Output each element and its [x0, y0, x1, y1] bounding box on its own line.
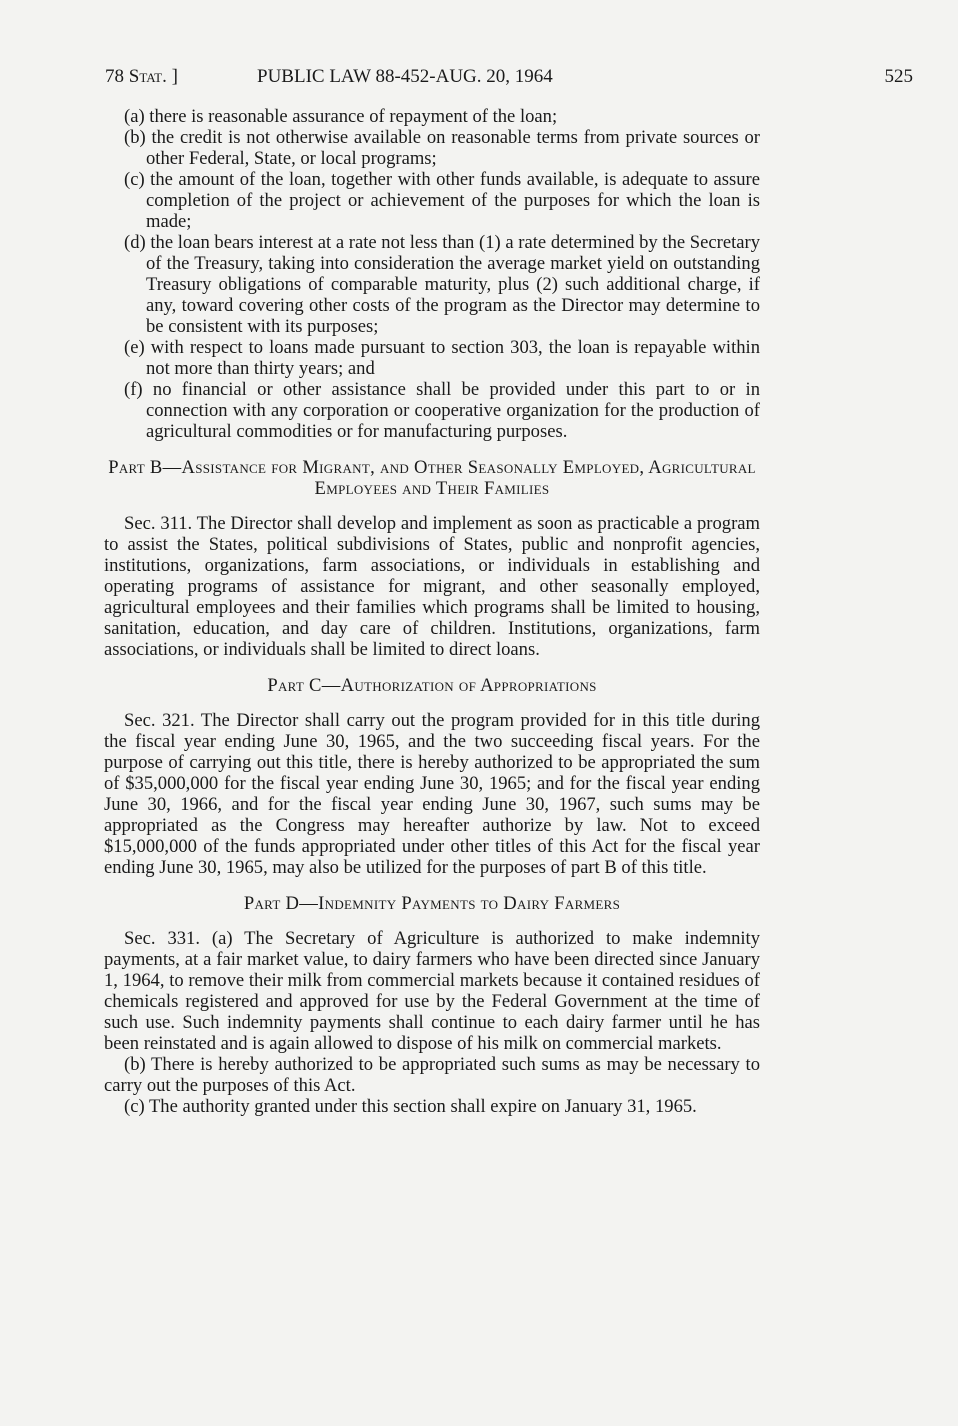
section-331-b: (b) There is hereby authorized to be appropriated such sums as may be necessary to carry out the purposes of this Act. [104, 1054, 760, 1096]
section-331-c: (c) The authority granted under this section shall expire on January 31, 1965. [124, 1096, 697, 1117]
condition-f: (f) no financial or other assistance shall be provided under this part to or in connection with any corporation or cooperative organization for the production of agricultural commodities or for manufacturing purposes. [124, 379, 760, 442]
section-321: Sec. 321. The Director shall carry out the program provided for in this title during the fiscal year ending June 30, 1965, and the two succeeding fiscal years. For the purpose of carrying out this title, there is hereby authorized to be appropriated the sum of $35,000,000 for the fiscal year ending June 30, 1965; and for the fiscal year ending June 30, 1966, and for the fiscal year ending June 30, 1967, such sums may be appropriated as the Congress may hereafter authorize by law. Not to exceed $15,000,000 of the funds appropriated under other titles of this Act for the fiscal year ending June 30, 1965, may also be utilized for the purposes of part B of this title. [104, 710, 760, 878]
condition-d: (d) the loan bears interest at a rate not less than (1) a rate determined by the Secretary of the Treasury, taking into consideration the average market yield on outstanding Treasury obligations of comparable maturity, plus (2) such additional charge, if any, toward covering other costs of the program as the Director may determine to be consistent with its purposes; [124, 232, 760, 337]
page-number: 525 [884, 66, 913, 87]
statute-volume-reference: 78 Stat. ] [105, 66, 178, 87]
public-law-title: PUBLIC LAW 88-452-AUG. 20, 1964 [257, 66, 553, 87]
condition-b: (b) the credit is not otherwise available on reasonable terms from private sources or other Federal, State, or local programs; [124, 127, 760, 169]
part-d-heading: Part D—Indemnity Payments to Dairy Farmers [243, 893, 621, 914]
condition-e: (e) with respect to loans made pursuant to section 303, the loan is repayable within not more than thirty years; and [124, 337, 760, 379]
running-header [105, 66, 913, 96]
part-c-heading: Part C—Authorization of Appropriations [267, 675, 597, 696]
condition-c: (c) the amount of the loan, together with other funds available, is adequate to assure completion of the project or achievement of the purposes for which the loan is made; [124, 169, 760, 232]
part-b-heading: Part B—Assistance for Migrant, and Other Seasonally Employed, Agricultural Employees and Their Families [108, 457, 756, 499]
section-331-a: Sec. 331. (a) The Secretary of Agriculture is authorized to make indemnity payments, at a fair market value, to dairy farmers who have been directed since January 1, 1964, to remove their milk from commercial markets because it contained residues of chemicals registered and approved for use by the Federal Government at the time of such use. Such indemnity payments shall continue to each dairy farmer until he has been reinstated and is again allowed to dispose of his milk on commercial markets. [104, 928, 760, 1054]
condition-a: (a) there is reasonable assurance of repayment of the loan; [124, 106, 558, 127]
section-311: Sec. 311. The Director shall develop and implement as soon as practicable a program to assist the States, political subdivisions of States, public and nonprofit agencies, institutions, organizations, farm associations, or individuals in establishing and operating programs of assistance for migrant, and other seasonally employed, agricultural employees and their families which programs shall be limited to housing, sanitation, education, and day care of children. Institutions, organizations, farm associations, or individuals shall be limited to direct loans. [104, 513, 760, 660]
document-body [104, 106, 760, 1117]
